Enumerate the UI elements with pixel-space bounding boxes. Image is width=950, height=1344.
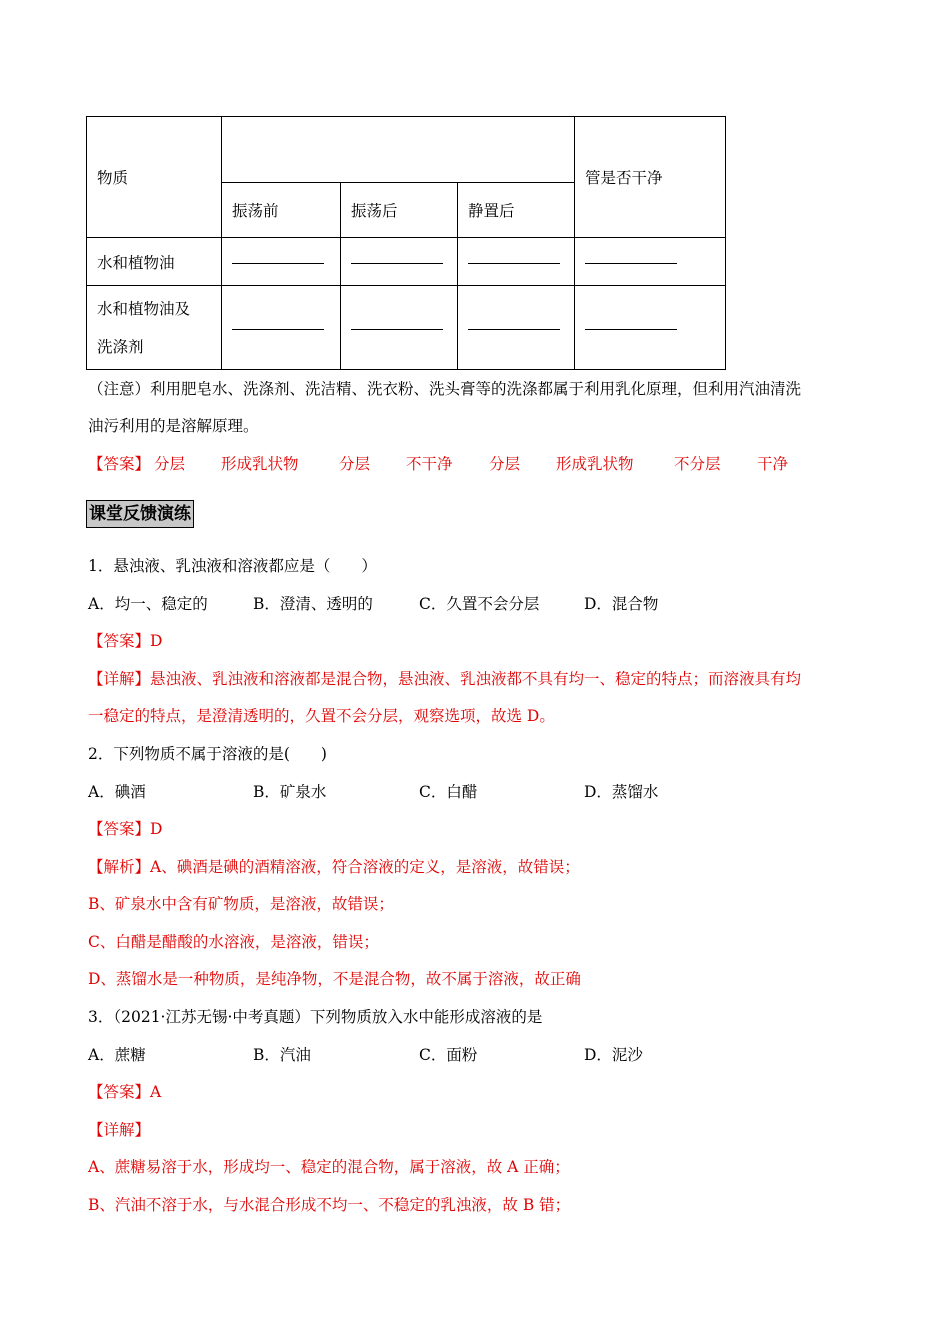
blank-cell [575,286,726,370]
q1-option-b: B．澄清、透明的 [253,595,373,613]
answer-8: 干净 [757,455,789,473]
q2-option-c: C．白醋 [419,783,478,801]
header-phenomenon [222,117,575,183]
answer-6: 形成乳状物 [556,455,634,473]
note-line-1: （注意）利用肥皂水、洗涤剂、洗洁精、洗衣粉、洗头膏等的洗涤都属于利用乳化原理，但利用汽油清洗 [88,380,802,398]
q3-detail-head: 【详解】 [88,1121,151,1139]
q3-option-c: C．面粉 [419,1046,478,1064]
q1-stem: 1．悬浊液、乳浊液和溶液都应是（ ） [88,557,377,575]
row1-label: 水和植物油 [87,238,222,286]
q1-answer: 【答案】D [88,632,163,650]
q2-option-d: D．蒸馏水 [584,783,659,801]
sub-rest: 静置后 [458,183,575,238]
q3-detail-1: A、蔗糖易溶于水，形成均一、稳定的混合物，属于溶液，故 A 正确； [88,1158,570,1176]
q1-detail-2: 一稳定的特点，是澄清透明的，久置不会分层，观察选项，故选 D。 [88,707,555,725]
blank-cell [575,238,726,286]
header-clean: 管是否干净 [575,117,726,238]
note-line-2: 油污利用的是溶解原理。 [88,417,259,435]
q1-detail-1: 【详解】悬浊液、乳浊液和溶液都是混合物，悬浊液、乳浊液都不具有均一、稳定的特点；而溶液具有均 [88,670,802,688]
q3-option-d: D．泥沙 [584,1046,643,1064]
q2-option-b: B．矿泉水 [253,783,327,801]
q2-answer: 【答案】D [88,820,163,838]
q3-detail-2: B、汽油不溶于水，与水混合形成不均一、不稳定的乳浊液，故 B 错； [88,1196,571,1214]
blank-cell [222,286,341,370]
blank-cell [458,286,575,370]
experiment-table [86,116,726,370]
answer-3: 分层 [339,455,371,473]
header-substance: 物质 [87,117,222,238]
blank-cell [341,238,458,286]
q3-option-b: B．汽油 [253,1046,311,1064]
blank-cell [458,238,575,286]
q2-analysis-4: D、蒸馏水是一种物质，是纯净物，不是混合物，故不属于溶液，故正确 [88,970,581,988]
answer-5: 分层 [489,455,521,473]
answer-4: 不干净 [406,455,453,473]
row2-label: 水和植物油及 洗涤剂 [87,286,222,370]
q2-option-a: A．碘酒 [88,783,146,801]
q1-option-c: C．久置不会分层 [419,595,540,613]
answer-7: 不分层 [674,455,721,473]
sub-before: 振荡前 [222,183,341,238]
q2-analysis-3: C、白醋是醋酸的水溶液，是溶液，错误； [88,933,379,951]
answer-prefix: 【答案】 [88,455,151,473]
q1-option-d: D．混合物 [584,595,659,613]
q3-answer: 【答案】A [88,1083,162,1101]
section-title: 课堂反馈演练 [86,500,194,528]
answer-1: 分层 [154,455,186,473]
answer-2: 形成乳状物 [221,455,299,473]
sub-after: 振荡后 [341,183,458,238]
q2-analysis-2: B、矿泉水中含有矿物质，是溶液，故错误； [88,895,394,913]
blank-cell [341,286,458,370]
q1-option-a: A．均一、稳定的 [88,595,208,613]
blank-cell [222,238,341,286]
q2-stem: 2．下列物质不属于溶液的是( ) [88,745,327,763]
q3-stem: 3．（2021·江苏无锡·中考真题）下列物质放入水中能形成溶液的是 [88,1008,543,1026]
q2-analysis-1: 【解析】A、碘酒是碘的酒精溶液，符合溶液的定义，是溶液，故错误； [88,858,580,876]
q3-option-a: A．蔗糖 [88,1046,146,1064]
